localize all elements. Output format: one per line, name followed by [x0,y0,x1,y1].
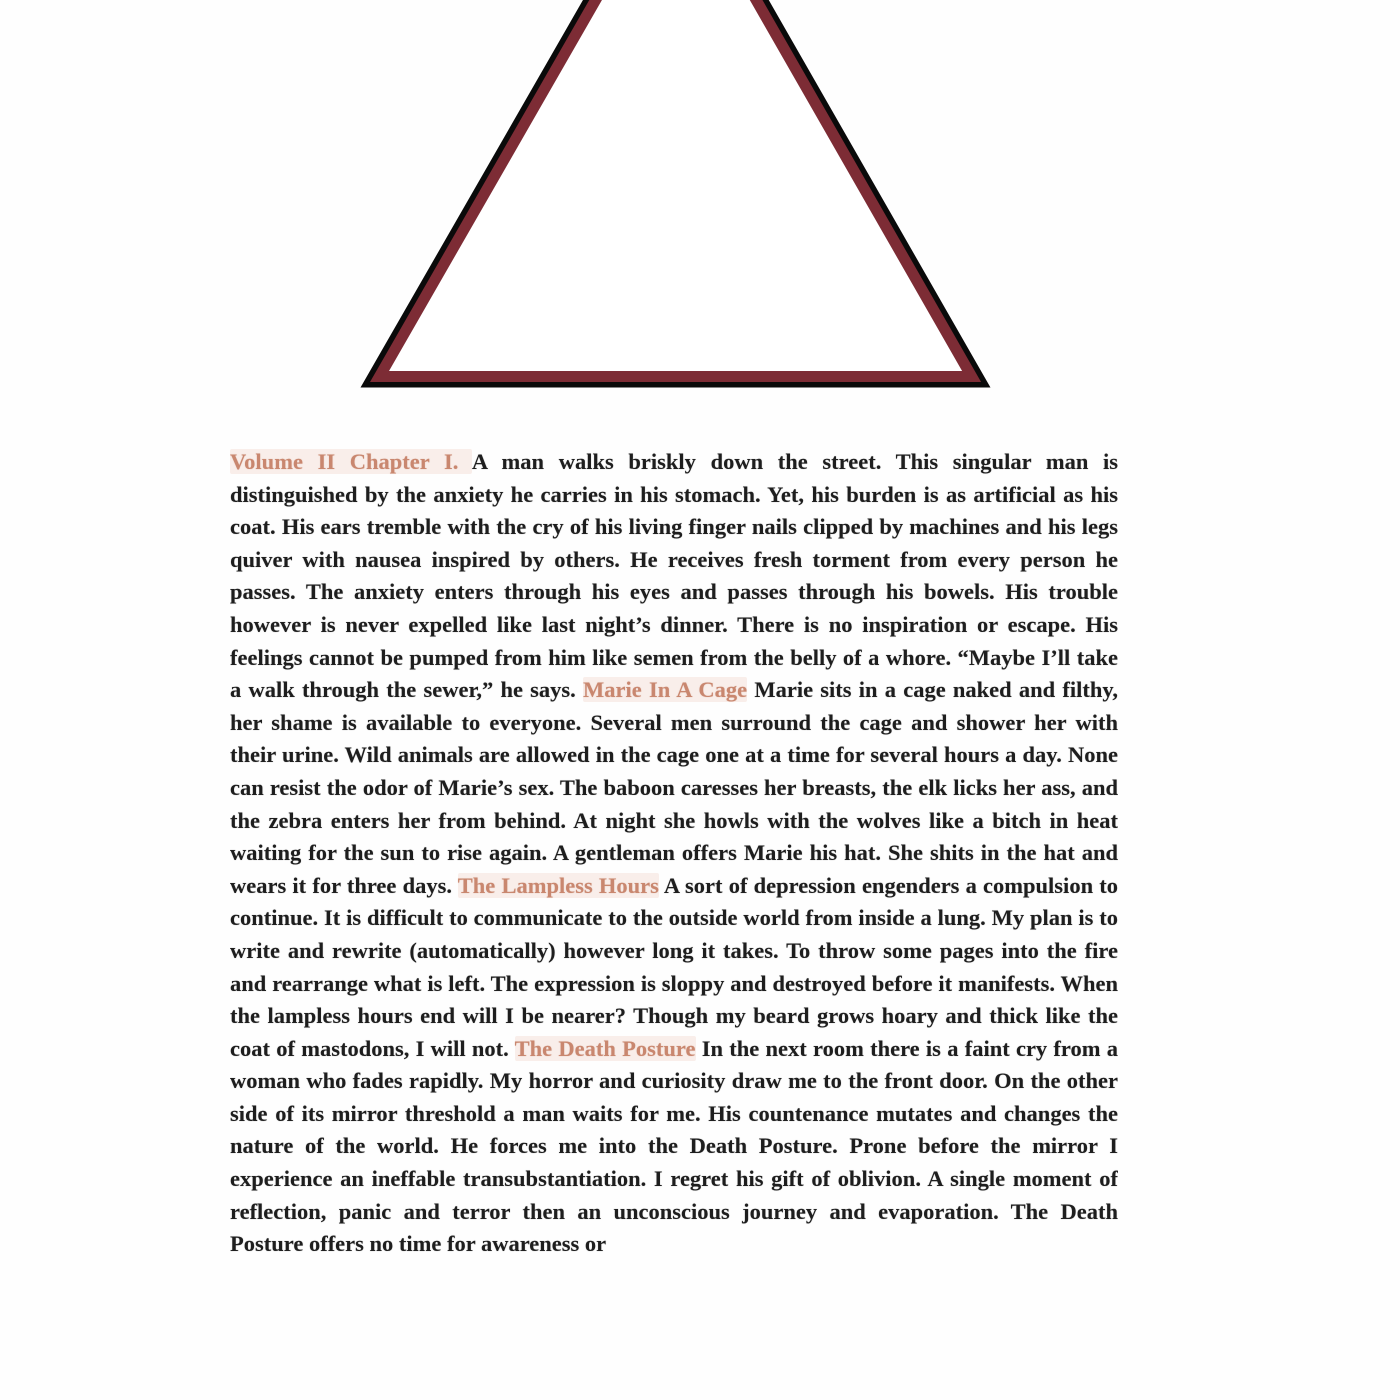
section-heading-the-death-posture: The Death Posture [514,1035,696,1061]
body-text-segment-3: A sort of depression engenders a compulsion to continue. It is difficult to communicate to the outside world from inside a lung. My plan is to write and rewrite (automatically) however long it takes. To throw some pages into the fire and rearrange what is left. The expression is sloppy and destroyed before it manifests. When the lampless hours end will I be nearer? Though my beard grows hoary and thick like the coat of mastodons, I will not. [230,872,1118,1061]
body-text-segment-1: A man walks briskly down the street. This singular man is distinguished by the anxiety he carries in his stomach. Yet, his burden is as artificial as his coat. His ears tremble with the cry of his living finger nails clipped by machines and his legs quiver with nausea inspired by others. He receives fresh torment from every person he passes. The anxiety enters through his eyes and passes through his bowels. His trouble however is never expelled like last night’s dinner. There is no inspiration or escape. His feelings cannot be pumped from him like semen from the belly of a whore. “Maybe I’ll take a walk through the sewer,” he says. [230,449,1118,703]
section-heading-the-lampless-hours: The Lampless Hours [457,872,659,898]
section-heading-volume-ii-chapter-i: Volume II Chapter I. [230,449,472,474]
body-text-segment-4: In the next room there is a faint cry from a woman who fades rapidly. My horror and curiosity draw me to the front door. On the other side of its mirror threshold a man waits for me. His countenance mutates and changes the nature of the world. He forces me into the Death Posture. Prone before the mirror I experience an ineffable transubstantiation. I regret his gift of oblivion. A single moment of reflection, panic and terror then an unconscious journey and evaporation. The Death Posture offers no time for awareness or [230,1035,1118,1257]
section-heading-marie-in-a-cage: Marie In A Cage [583,677,748,703]
triangle-sigil-icon [0,0,1400,400]
body-text [230,446,1118,1400]
triangle-figure [0,0,1400,400]
triangle-outer-border [370,0,981,382]
body-text-segment-2: Marie sits in a cage naked and filthy, her shame is available to everyone. Several men surround the cage and shower her with their urine. Wild animals are allowed in the cage one at a time for several hours a day. None can resist the odor of Marie’s sex. The baboon caresses her breasts, the elk licks her ass, and the zebra enters her from behind. At night she howls with the wolves like a bitch in heat waiting for the sun to rise again. A gentleman offers Marie his hat. She shits in the hat and wears it for three days. [230,677,1118,898]
